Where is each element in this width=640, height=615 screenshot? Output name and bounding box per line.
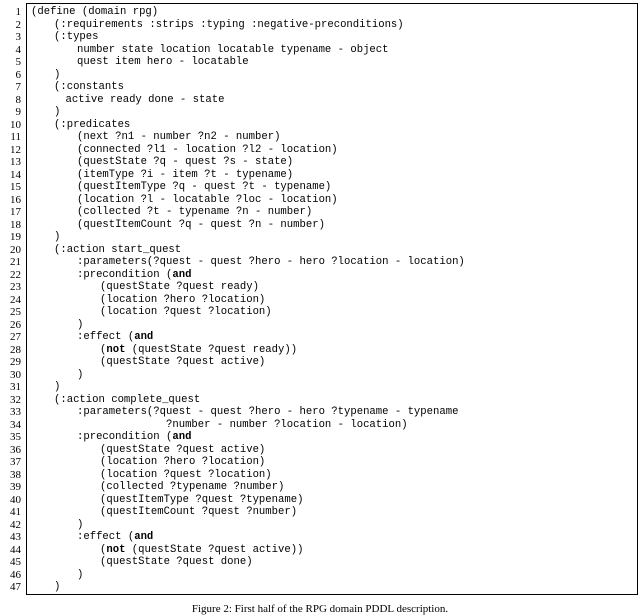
code-line xyxy=(10,418,637,432)
line-number: 39 xyxy=(10,481,21,493)
code-segment: ) xyxy=(77,318,84,331)
line-number: 28 xyxy=(10,343,21,356)
code-text xyxy=(77,156,293,169)
code-text xyxy=(54,394,200,407)
code-line xyxy=(10,206,637,219)
code-text xyxy=(66,94,225,107)
code-text xyxy=(77,194,338,207)
code-segment: (:action start_quest xyxy=(54,243,182,256)
line-number: 21 xyxy=(10,256,21,268)
code-text xyxy=(54,244,181,257)
code-segment: number state location locatable typename - object xyxy=(77,43,389,56)
line-number: 40 xyxy=(10,493,21,506)
code-line xyxy=(10,506,637,519)
line-number: 3 xyxy=(15,31,21,43)
line-number: 36 xyxy=(10,443,21,456)
code-text xyxy=(54,231,60,244)
line-number: 12 xyxy=(10,143,21,156)
code-line xyxy=(10,231,637,244)
code-text xyxy=(100,281,259,294)
code-keyword: and xyxy=(172,268,192,281)
code-text xyxy=(100,444,265,457)
code-segment: ( xyxy=(100,343,107,356)
code-segment: (next ?n1 - number ?n2 - number) xyxy=(77,131,281,143)
code-segment: (location ?quest ?location) xyxy=(100,306,272,318)
code-line xyxy=(10,431,637,444)
line-number: 30 xyxy=(10,368,21,381)
code-line xyxy=(10,518,637,532)
code-segment: ) xyxy=(54,106,61,118)
code-text xyxy=(77,569,83,582)
code-line xyxy=(10,531,637,544)
code-text xyxy=(31,6,158,19)
line-number: 46 xyxy=(10,568,21,581)
code-text xyxy=(77,406,458,419)
code-text xyxy=(77,319,83,332)
code-text xyxy=(54,581,60,594)
line-number: 2 xyxy=(15,18,21,31)
line-number: 38 xyxy=(10,468,21,481)
code-text xyxy=(54,19,404,32)
line-number: 29 xyxy=(10,356,21,368)
code-listing xyxy=(10,3,638,595)
code-segment: ?number - number ?location - location) xyxy=(77,418,408,431)
code-text xyxy=(77,256,465,269)
code-keyword: not xyxy=(106,543,126,556)
code-text xyxy=(77,269,191,282)
code-text xyxy=(77,219,325,232)
code-segment: :effect ( xyxy=(77,331,135,343)
code-text xyxy=(77,56,249,69)
line-number: 32 xyxy=(10,393,21,406)
code-segment: (connected ?l1 - location ?l2 - location) xyxy=(77,143,338,156)
code-segment: (questItemType ?q - quest ?t - typename) xyxy=(77,181,332,193)
code-line xyxy=(10,331,637,344)
code-line xyxy=(15,18,637,32)
line-number: 43 xyxy=(10,531,21,543)
code-segment: active ready done - state xyxy=(65,93,225,106)
code-segment: quest item hero - locatable xyxy=(77,56,249,68)
code-text xyxy=(77,419,408,432)
code-line xyxy=(10,356,637,369)
code-segment: (:constants xyxy=(54,81,124,93)
code-segment: :precondition ( xyxy=(77,431,173,443)
code-segment: ) xyxy=(77,368,84,381)
code-line xyxy=(10,443,637,457)
code-segment: (questState ?quest ready) xyxy=(100,281,259,293)
code-text xyxy=(77,331,153,344)
code-line xyxy=(10,493,637,507)
line-number: 16 xyxy=(10,193,21,206)
code-segment: :parameters(?quest - quest ?hero - hero ?typename - typename xyxy=(77,406,459,418)
code-line xyxy=(10,243,637,257)
code-segment: :effect ( xyxy=(77,531,135,543)
code-line xyxy=(10,281,637,294)
code-line xyxy=(15,31,637,44)
code-line xyxy=(10,181,637,194)
code-segment: (collected ?typename ?number) xyxy=(100,481,285,493)
code-segment: (:requirements :strips :typing :negative-preconditions) xyxy=(54,18,404,31)
code-text xyxy=(54,106,60,119)
code-line xyxy=(10,381,637,394)
code-text xyxy=(77,431,191,444)
code-line xyxy=(10,131,637,144)
line-number: 7 xyxy=(15,81,21,93)
line-number: 14 xyxy=(10,168,21,181)
line-number: 27 xyxy=(10,331,21,343)
code-line xyxy=(10,481,637,494)
line-number: 22 xyxy=(10,268,21,281)
line-number: 23 xyxy=(10,281,21,293)
code-segment: (location ?l - locatable ?loc - location) xyxy=(77,193,338,206)
line-number: 20 xyxy=(10,243,21,256)
code-line xyxy=(15,106,637,119)
code-line xyxy=(10,581,637,594)
line-number: 44 xyxy=(10,543,21,556)
code-line xyxy=(10,343,637,357)
code-segment: ) xyxy=(77,568,84,581)
code-text xyxy=(100,556,253,569)
code-text xyxy=(77,519,83,532)
code-keyword: not xyxy=(106,343,126,356)
code-text xyxy=(100,456,265,469)
code-line xyxy=(10,193,637,207)
code-line xyxy=(15,43,637,57)
code-line xyxy=(15,68,637,82)
code-line xyxy=(15,93,637,107)
code-line xyxy=(10,568,637,582)
line-number: 31 xyxy=(10,381,21,393)
code-segment: ) xyxy=(54,68,61,81)
line-number: 10 xyxy=(10,118,21,131)
code-segment: (location ?hero ?location) xyxy=(100,293,266,306)
code-segment: (questState ?quest ready)) xyxy=(125,343,298,356)
code-segment: (questItemType ?quest ?typename) xyxy=(100,493,304,506)
code-segment: (:action complete_quest xyxy=(54,393,201,406)
line-number: 25 xyxy=(10,306,21,318)
code-text xyxy=(77,206,312,219)
code-text xyxy=(100,544,303,557)
line-number: 13 xyxy=(10,156,21,168)
code-text xyxy=(100,494,303,507)
line-number: 8 xyxy=(15,93,21,106)
code-line xyxy=(10,156,637,169)
line-number: 4 xyxy=(15,43,21,56)
code-text xyxy=(77,144,338,157)
code-text xyxy=(77,369,83,382)
code-line xyxy=(10,393,637,407)
code-segment: (:types xyxy=(54,31,99,43)
code-line xyxy=(10,556,637,569)
code-text xyxy=(54,69,60,82)
code-keyword: and xyxy=(134,331,154,343)
code-line xyxy=(10,218,637,232)
line-number: 6 xyxy=(15,68,21,81)
code-segment: (collected ?t - typename ?n - number) xyxy=(77,206,313,218)
code-line xyxy=(10,256,637,269)
line-number: 26 xyxy=(10,318,21,331)
code-text xyxy=(100,344,297,357)
code-line xyxy=(10,406,637,419)
code-text xyxy=(100,481,284,494)
code-line xyxy=(10,318,637,332)
line-number: 35 xyxy=(10,431,21,443)
code-text xyxy=(77,169,293,182)
code-segment: (define (domain rpg) xyxy=(31,6,159,18)
code-line xyxy=(10,306,637,319)
code-segment: (questItemCount ?quest ?number) xyxy=(100,506,298,518)
line-number: 24 xyxy=(10,293,21,306)
code-line xyxy=(10,368,637,382)
line-number: 34 xyxy=(10,418,21,431)
line-number: 37 xyxy=(10,456,21,468)
code-segment: ) xyxy=(54,231,61,243)
line-number: 9 xyxy=(15,106,21,118)
line-number: 47 xyxy=(10,581,21,593)
code-line xyxy=(10,468,637,482)
line-number: 15 xyxy=(10,181,21,193)
line-number: 1 xyxy=(15,6,21,18)
code-keyword: and xyxy=(172,431,192,443)
code-line xyxy=(10,543,637,557)
code-text xyxy=(100,306,272,319)
code-segment: ) xyxy=(54,581,61,593)
code-text xyxy=(100,506,297,519)
code-line xyxy=(10,293,637,307)
code-segment: ) xyxy=(77,518,84,531)
code-segment: (questState ?quest active) xyxy=(100,443,266,456)
code-segment: (questItemCount ?q - quest ?n - number) xyxy=(77,218,325,231)
line-number: 11 xyxy=(10,131,21,143)
line-number: 5 xyxy=(15,56,21,68)
line-number: 42 xyxy=(10,518,21,531)
line-number: 17 xyxy=(10,206,21,218)
code-text xyxy=(54,381,60,394)
code-text xyxy=(100,469,272,482)
code-text xyxy=(54,119,130,132)
code-line xyxy=(10,168,637,182)
code-line xyxy=(10,118,637,132)
code-segment: (questState ?quest active)) xyxy=(125,543,304,556)
code-text xyxy=(100,294,265,307)
code-line xyxy=(15,81,637,94)
code-line xyxy=(10,268,637,282)
code-segment: ) xyxy=(54,381,61,393)
line-number: 41 xyxy=(10,506,21,518)
code-segment: (questState ?quest done) xyxy=(100,556,253,568)
code-text xyxy=(54,81,124,94)
code-segment: (location ?quest ?location) xyxy=(100,468,272,481)
code-segment: ( xyxy=(100,543,107,556)
code-line xyxy=(10,143,637,157)
code-text xyxy=(100,356,265,369)
code-segment: :parameters(?quest - quest ?hero - hero ?location - location) xyxy=(77,256,465,268)
code-text xyxy=(77,131,280,144)
code-keyword: and xyxy=(134,531,154,543)
line-number: 19 xyxy=(10,231,21,243)
line-number: 33 xyxy=(10,406,21,418)
code-segment: (questState ?quest active) xyxy=(100,356,266,368)
code-segment: (location ?hero ?location) xyxy=(100,456,266,468)
code-segment: (:predicates xyxy=(54,118,131,131)
line-number: 45 xyxy=(10,556,21,568)
code-text xyxy=(77,531,153,544)
code-line xyxy=(15,56,637,69)
code-text xyxy=(54,31,99,44)
code-text xyxy=(77,44,389,57)
line-number: 18 xyxy=(10,218,21,231)
code-segment: (itemType ?i - item ?t - typename) xyxy=(77,168,294,181)
code-line xyxy=(15,6,637,19)
code-segment: :precondition ( xyxy=(77,268,173,281)
code-segment: (questState ?q - quest ?s - state) xyxy=(77,156,294,168)
code-line xyxy=(10,456,637,469)
figure-caption: Figure 2: First half of the RPG domain PDDL description. xyxy=(191,603,449,615)
code-text xyxy=(77,181,331,194)
